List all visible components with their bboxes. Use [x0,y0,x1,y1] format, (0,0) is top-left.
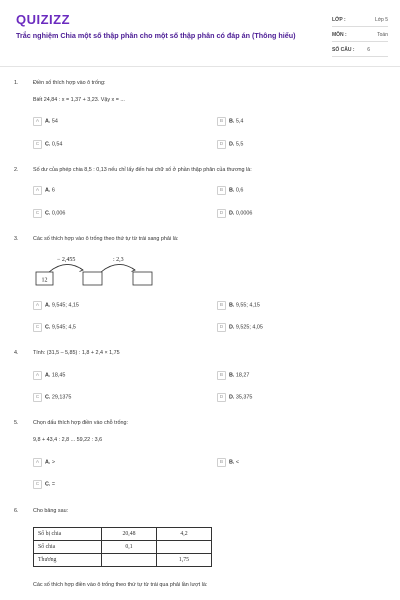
diagram-box-blank-1 [83,272,102,285]
option-label: A. [45,118,51,125]
question-5-option-c[interactable] [33,480,55,489]
option-letter-box: D [217,209,226,218]
page-header [0,0,400,66]
option-text: 0,0006 [235,210,253,217]
question-2-option-c[interactable] [33,209,65,218]
question-3-number: 3. [14,236,19,242]
diagram-op1-label: − 2,455 [57,257,76,263]
question-6-table [33,527,212,567]
diagram-box-blank-2 [133,272,152,285]
question-3-arrow-diagram [33,254,163,290]
option-letter-box: B [217,117,226,126]
option-text: 9,525; 4,05 [235,324,263,331]
option-text: 0,6 [235,187,244,194]
question-1-option-c[interactable] [33,140,62,149]
option-letter-box: B [217,371,226,380]
option-label: C. [45,481,51,488]
option-label: C. [45,324,51,331]
table-cell: Số bị chia [34,528,102,541]
option-letter-box: C [33,323,42,332]
option-text: 6 [51,187,55,194]
question-3-text: Các số thích hợp vào ô trống theo thứ tự từ trái sang phải là: [33,236,179,242]
option-letter-box: A [33,371,42,380]
question-5-option-b[interactable] [217,458,239,467]
question-1-option-b[interactable] [217,117,243,126]
option-text: 9,55; 4,15 [235,302,260,309]
option-letter-box: C [33,140,42,149]
question-4-option-b[interactable] [217,371,249,380]
meta-grade-key: LỚP : [332,17,346,23]
option-letter-box: D [217,393,226,402]
option-text: > [51,459,56,466]
question-5-number: 5. [14,420,19,426]
option-label: A. [45,187,51,194]
question-1-number: 1. [14,80,19,86]
question-1-text: Điền số thích hợp vào ô trống: [33,80,106,86]
meta-divider [332,56,388,57]
question-2-option-d[interactable] [217,209,252,218]
option-label: B. [229,372,235,379]
option-text: 18,45 [51,372,66,379]
question-5-text: Chọn dấu thích hợp điền vào chỗ trống: [33,420,128,426]
option-label: C. [45,141,51,148]
question-2-number: 2. [14,167,19,173]
diagram-start-value: 12 [41,277,48,284]
option-text: 9,545; 4,15 [51,302,79,309]
question-3-option-c[interactable] [33,323,76,332]
meta-count-value: 6 [367,47,370,53]
option-label: A. [45,372,51,379]
question-2-text: Số dư của phép chia 8,5 : 0,13 nếu chỉ lấy đến hai chữ số ở phần thập phân của thương là: [33,167,252,173]
meta-subject-key: MÔN : [332,32,347,38]
question-4-option-c[interactable] [33,393,71,402]
table-cell: 4,2 [157,528,212,541]
option-label: B. [229,302,235,309]
page-title: Trắc nghiệm Chia một số thập phân cho một số thập phân có đáp án (Thông hiểu) [16,31,296,40]
option-text: 5,4 [235,118,244,125]
table-cell: 20,48 [102,528,157,541]
table-cell: 1,75 [157,554,212,567]
option-text: 5,5 [235,141,244,148]
question-4-number: 4. [14,350,19,356]
option-text: 0,006 [51,210,66,217]
question-6-subtext: Các số thích hợp điền vào ô trống theo thứ tự từ trái qua phải lần lượt là: [33,582,208,588]
table-cell: 0,1 [102,541,157,554]
option-label: B. [229,187,235,194]
option-letter-box: A [33,117,42,126]
option-letter-box: B [217,458,226,467]
question-1-option-a[interactable] [33,117,58,126]
meta-divider [332,26,388,27]
option-letter-box: A [33,458,42,467]
option-label: D. [229,394,235,401]
question-4-text: Tính: (31,5 – 5,85) : 1,8 + 2,4 × 1,75 [33,350,120,356]
option-label: C. [45,394,51,401]
option-text: 29,1375 [51,394,72,401]
option-text: 35,375 [235,394,253,401]
question-3-option-b[interactable] [217,301,260,310]
question-4-option-a[interactable] [33,371,65,380]
diagram-op2-label: : 2,3 [113,257,124,263]
question-3-option-d[interactable] [217,323,263,332]
option-label: D. [229,324,235,331]
option-label: D. [229,141,235,148]
option-letter-box: A [33,186,42,195]
option-text: 18,27 [235,372,250,379]
option-label: A. [45,302,51,309]
table-row [34,554,212,567]
option-letter-box: D [217,140,226,149]
option-letter-box: C [33,209,42,218]
meta-grade-value: Lớp 5 [374,17,388,23]
question-2-option-a[interactable] [33,186,55,195]
option-letter-box: C [33,480,42,489]
question-5-subtext: 9,8 + 43,4 : 2,8 ... 59,22 : 3,6 [33,437,103,443]
table-row [34,541,212,554]
option-label: A. [45,459,51,466]
option-label: D. [229,210,235,217]
option-text: < [235,459,240,466]
table-cell-blank [102,554,157,567]
question-2-option-b[interactable] [217,186,243,195]
option-label: B. [229,459,235,466]
option-label: C. [45,210,51,217]
question-5-option-a[interactable] [33,458,55,467]
diagram-arrow-1 [49,264,83,272]
meta-divider [332,41,388,42]
option-text: 9,545; 4,5 [51,324,76,331]
table-row [34,528,212,541]
table-cell: Thương [34,554,102,567]
question-1-subtext: Biết 24,84 : x = 1,37 + 3,23. Vậy x = ... [33,97,125,103]
option-letter-box: B [217,301,226,310]
meta-count-key: SỐ CÂU : [332,47,355,53]
diagram-arrow-2 [101,264,135,272]
question-6-number: 6. [14,508,19,514]
option-label: B. [229,118,235,125]
table-cell-blank [157,541,212,554]
question-3-option-a[interactable] [33,301,79,310]
option-letter-box: C [33,393,42,402]
question-4-option-d[interactable] [217,393,252,402]
question-6-text: Cho bảng sau: [33,508,69,514]
meta-subject-value: Toán [377,32,388,38]
option-text: 0,54 [51,141,63,148]
option-letter-box: B [217,186,226,195]
quizizz-logo: QUIZIZZ [16,12,71,27]
option-letter-box: D [217,323,226,332]
option-letter-box: A [33,301,42,310]
header-divider [0,66,400,67]
table-cell: Số chia [34,541,102,554]
option-text: 54 [51,118,58,125]
option-text: = [51,481,56,488]
question-1-option-d[interactable] [217,140,243,149]
